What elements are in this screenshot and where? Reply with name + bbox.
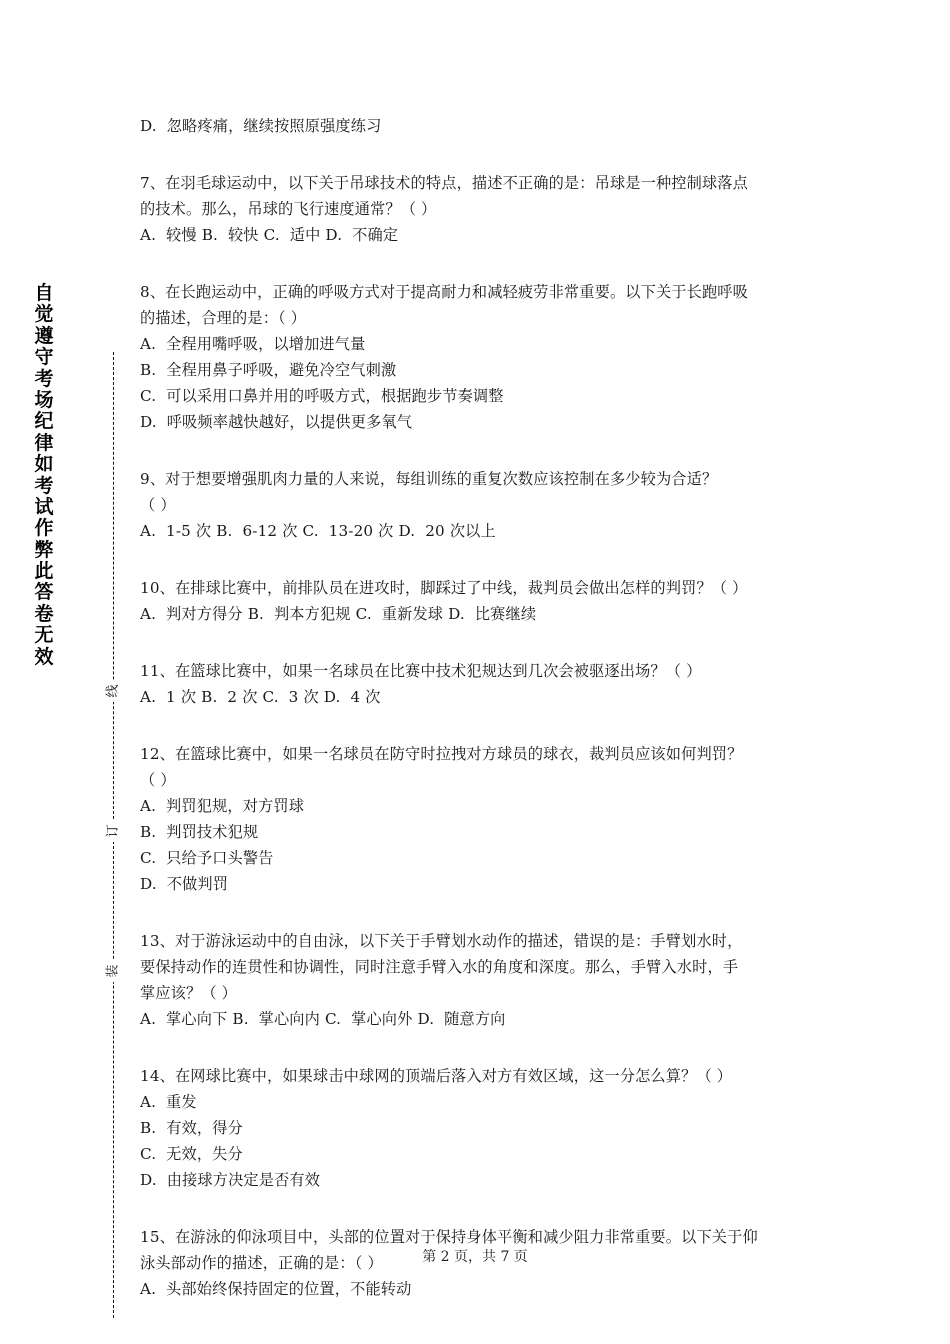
carryover-option-block bbox=[140, 113, 812, 139]
question-gap bbox=[140, 897, 812, 928]
notice-char: 试 bbox=[34, 495, 54, 518]
binding-mark-bind-glyph: 订 bbox=[105, 824, 121, 838]
exam-discipline-notice bbox=[26, 283, 62, 668]
question-stem-line: 10、在排球比赛中，前排队员在进攻时，脚踩过了中线，裁判员会做出怎样的判罚？（ ） bbox=[140, 579, 748, 597]
question-option-line: B. 全程用鼻子呼吸，避免冷空气刺激 bbox=[140, 361, 397, 379]
question-option-line: A. 较慢 B. 较快 C. 适中 D. 不确定 bbox=[140, 226, 399, 244]
question-option-line: A. 1-5 次 B. 6-12 次 C. 13-20 次 D. 20 次以上 bbox=[140, 522, 496, 540]
question-stem-line: 要保持动作的连贯性和协调性，同时注意手臂入水的角度和深度。那么，手臂入水时，手 bbox=[140, 958, 739, 976]
binding-mark-line-glyph: 线 bbox=[105, 684, 121, 698]
notice-char: 弊 bbox=[34, 538, 54, 561]
question-gap bbox=[140, 248, 812, 279]
question-gap bbox=[140, 435, 812, 466]
question-stem-line: 12、在篮球比赛中，如果一名球员在防守时拉拽对方球员的球衣，裁判员应该如何判罚？ bbox=[140, 745, 743, 763]
notice-char: 纪 bbox=[34, 410, 54, 433]
notice-char: 律 bbox=[34, 431, 54, 454]
question-option-line: A. 重发 bbox=[140, 1093, 197, 1111]
notice-char: 卷 bbox=[34, 602, 54, 625]
question-stem-line: 14、在网球比赛中，如果球击中球网的顶端后落入对方有效区域，这一分怎么算？（ ） bbox=[140, 1067, 733, 1085]
binding-mark-fasten-glyph: 装 bbox=[105, 964, 121, 978]
notice-char: 无 bbox=[34, 624, 54, 647]
question-stem-line: 掌应该？（ ） bbox=[140, 984, 238, 1002]
question-gap bbox=[140, 139, 812, 170]
carryover-option-line: D. 忽略疼痛，继续按照原强度练习 bbox=[140, 117, 382, 135]
question-option-line: A. 头部始终保持固定的位置，不能转动 bbox=[140, 1280, 412, 1298]
question-option-line: A. 全程用嘴呼吸，以增加进气量 bbox=[140, 335, 366, 353]
notice-char: 场 bbox=[34, 388, 54, 411]
question-option-line: C. 只给予口头警告 bbox=[140, 849, 274, 867]
question-option-line: D. 不做判罚 bbox=[140, 875, 229, 893]
notice-char: 作 bbox=[34, 517, 54, 540]
question-gap bbox=[140, 1193, 812, 1224]
question-gap bbox=[140, 1032, 812, 1063]
question-stem-line: 11、在篮球比赛中，如果一名球员在比赛中技术犯规达到几次会被驱逐出场？（ ） bbox=[140, 662, 702, 680]
question-stem-line: 的描述，合理的是：（ ） bbox=[140, 309, 307, 327]
notice-char: 遵 bbox=[34, 324, 54, 347]
question-option-line: B. 判罚技术犯规 bbox=[140, 823, 259, 841]
binding-mark-bind bbox=[104, 820, 124, 842]
notice-char: 自 bbox=[34, 282, 54, 304]
question-block-12 bbox=[140, 741, 812, 897]
question-stem-line: 的技术。那么，吊球的飞行速度通常？（ ） bbox=[140, 200, 437, 218]
question-option-line: B. 有效，得分 bbox=[140, 1119, 243, 1137]
question-option-line: A. 判罚犯规，对方罚球 bbox=[140, 797, 305, 815]
question-gap bbox=[140, 710, 812, 741]
question-gap bbox=[140, 627, 812, 658]
question-option-line: C. 无效，失分 bbox=[140, 1145, 243, 1163]
binding-mark-line bbox=[104, 680, 124, 702]
question-block-7 bbox=[140, 170, 812, 248]
notice-char: 此 bbox=[34, 560, 54, 583]
page-footer bbox=[0, 1247, 950, 1267]
question-stem-line: 8、在长跑运动中，正确的呼吸方式对于提高耐力和减轻疲劳非常重要。以下关于长跑呼吸 bbox=[140, 283, 748, 301]
page-number-label: 第 2 页，共 7 页 bbox=[422, 1249, 528, 1265]
question-stem-line: （ ） bbox=[140, 771, 176, 789]
exam-paper-body bbox=[140, 113, 812, 1302]
binding-mark-fasten bbox=[104, 960, 124, 982]
question-gap bbox=[140, 544, 812, 575]
question-stem-line: 9、对于想要增强肌肉力量的人来说，每组训练的重复次数应该控制在多少较为合适？ bbox=[140, 470, 718, 488]
notice-char: 答 bbox=[34, 581, 54, 604]
question-stem-line: 泳头部动作的描述，正确的是：（ ） bbox=[140, 1254, 383, 1272]
question-stem-line: 15、在游泳的仰泳项目中，头部的位置对于保持身体平衡和减少阻力非常重要。以下关于仰 bbox=[140, 1228, 758, 1246]
question-block-9 bbox=[140, 466, 812, 544]
notice-char: 觉 bbox=[34, 303, 54, 326]
question-option-line: A. 掌心向下 B. 掌心向内 C. 掌心向外 D. 随意方向 bbox=[140, 1010, 506, 1028]
notice-char: 考 bbox=[34, 474, 54, 497]
question-option-line: D. 由接球方决定是否有效 bbox=[140, 1171, 321, 1189]
question-block-13 bbox=[140, 928, 812, 1032]
question-stem-line: 13、对于游泳运动中的自由泳，以下关于手臂划水动作的描述，错误的是：手臂划水时， bbox=[140, 932, 743, 950]
question-stem-line: （ ） bbox=[140, 496, 176, 514]
questions-container bbox=[140, 139, 812, 1302]
question-block-10 bbox=[140, 575, 812, 627]
question-block-8 bbox=[140, 279, 812, 435]
notice-char: 守 bbox=[34, 346, 54, 369]
notice-char: 考 bbox=[34, 367, 54, 390]
question-option-line: A. 判对方得分 B. 判本方犯规 C. 重新发球 D. 比赛继续 bbox=[140, 605, 537, 623]
question-option-line: C. 可以采用口鼻并用的呼吸方式，根据跑步节奏调整 bbox=[140, 387, 504, 405]
question-option-line: A. 1 次 B. 2 次 C. 3 次 D. 4 次 bbox=[140, 688, 381, 706]
notice-char: 如 bbox=[34, 453, 54, 476]
question-block-11 bbox=[140, 658, 812, 710]
question-block-14 bbox=[140, 1063, 812, 1193]
question-stem-line: 7、在羽毛球运动中，以下关于吊球技术的特点，描述不正确的是：吊球是一种控制球落点 bbox=[140, 174, 748, 192]
question-option-line: D. 呼吸频率越快越好，以提供更多氧气 bbox=[140, 413, 413, 431]
notice-char: 效 bbox=[34, 645, 54, 668]
